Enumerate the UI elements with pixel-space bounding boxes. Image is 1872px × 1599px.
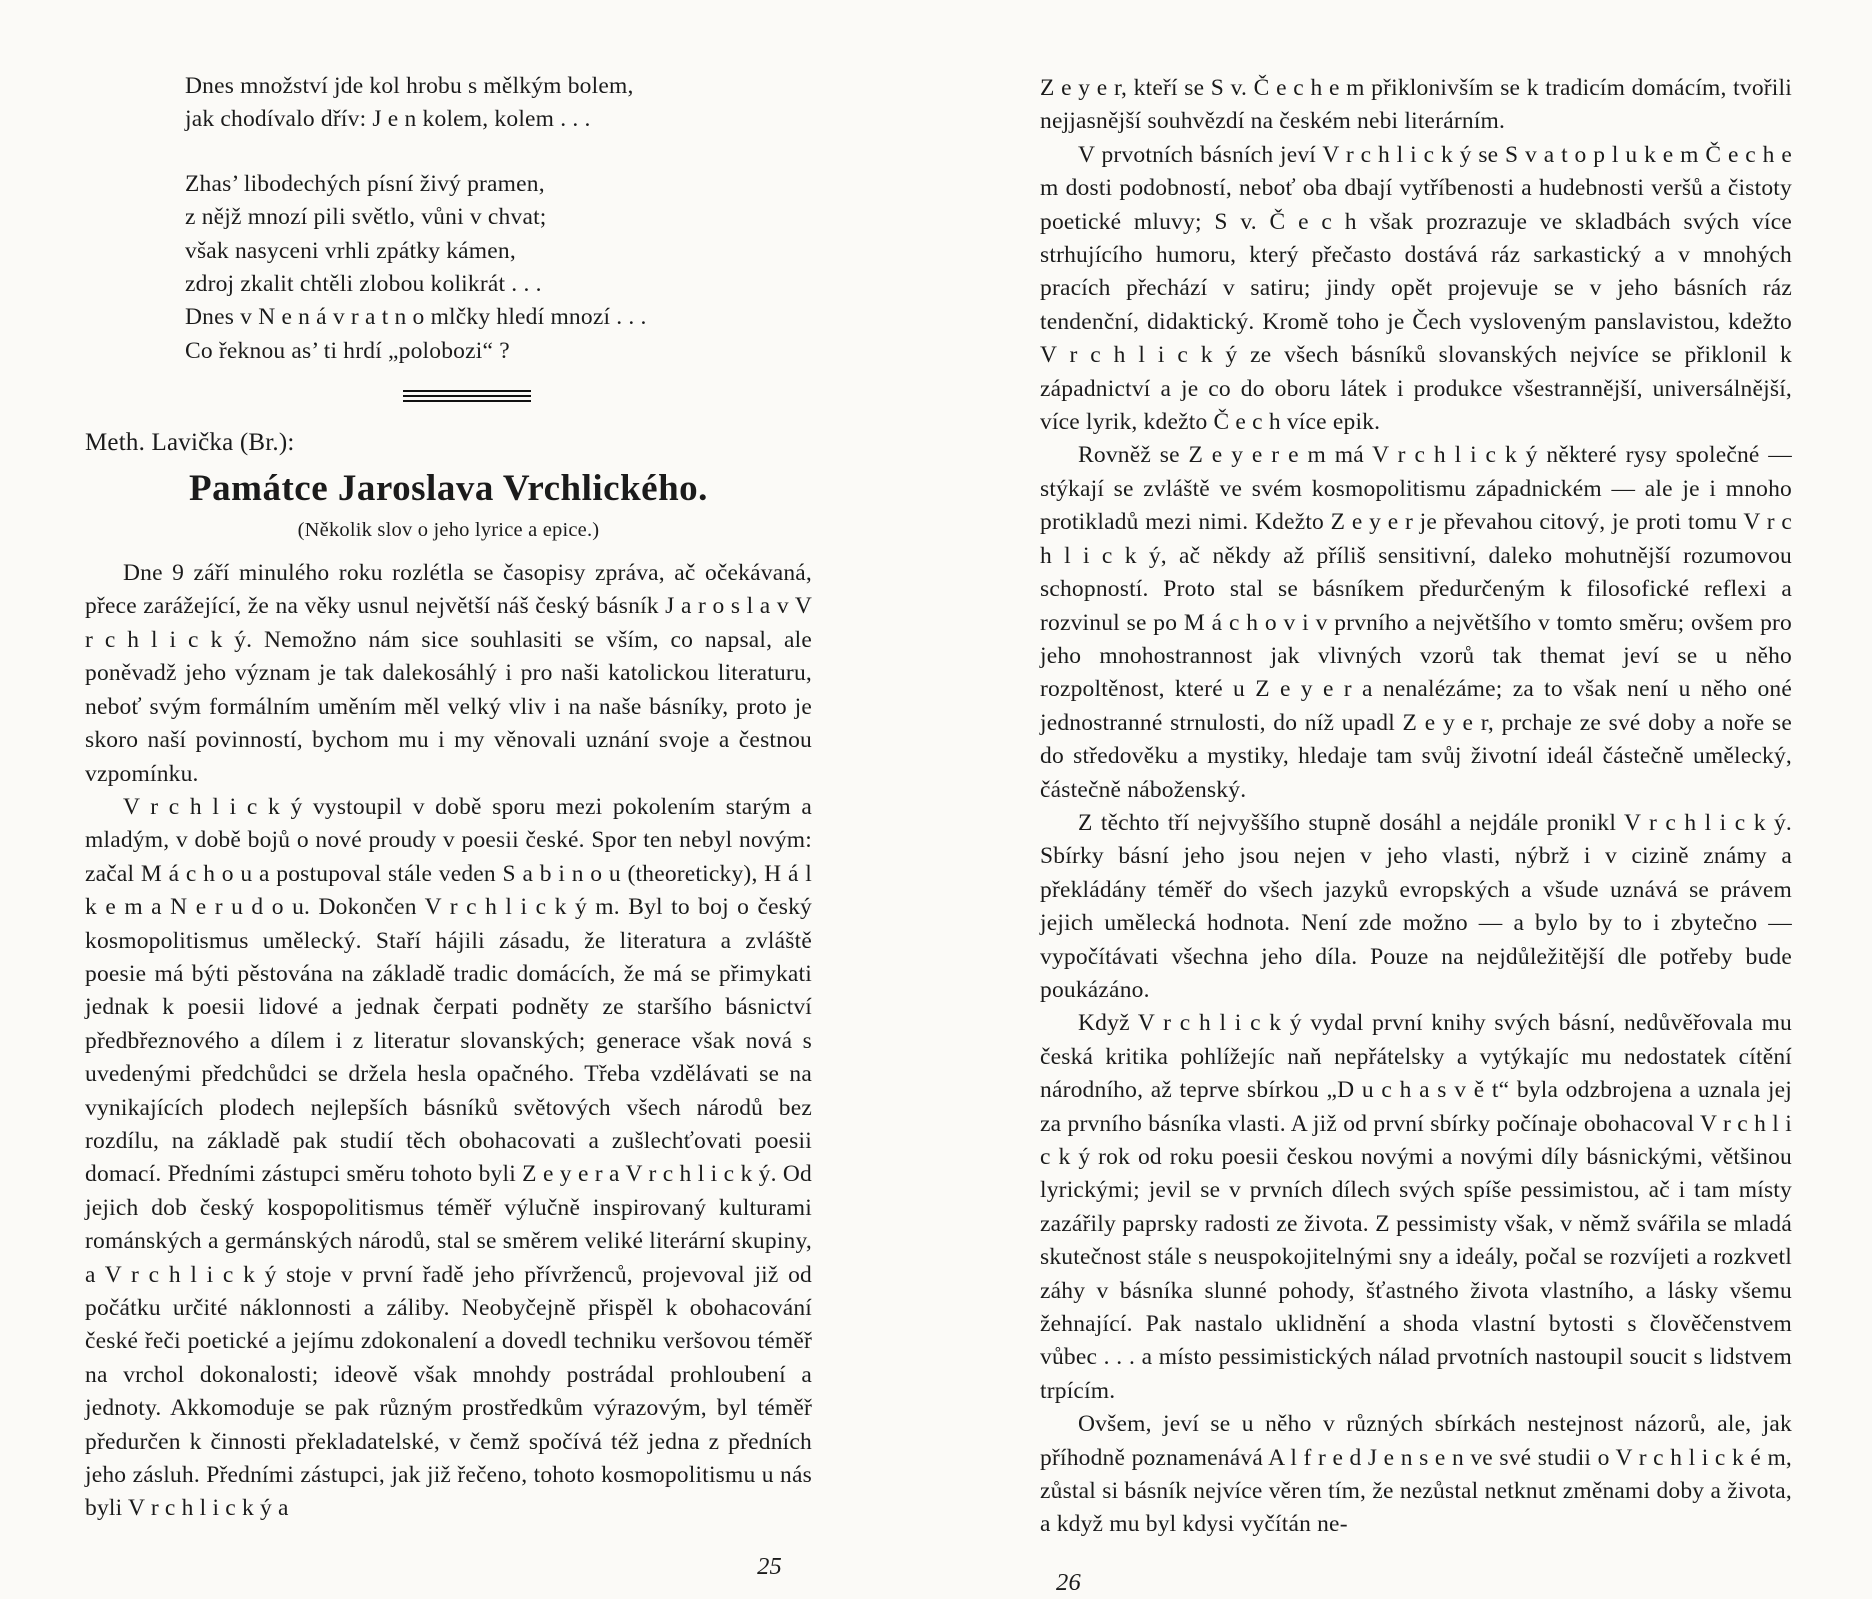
paragraph: V prvotních básních jeví V r c h l i c k ý se S v a t o p l u k e m Č e c h e m dosti podobností, neboť oba dbají vytříbenosti a hudebnosti veršů a čistoty poetické mluvy; S v. Č e c h však prozrazuje ve skladbách svých více strhujícího humoru, který přečasto dostává ráz sarkastický a v mnohých pracích přechází v satiru; jindy opět projevuje se v jeho básních ráz tendenční, didaktický. Kromě toho je Čech vysloveným panslavistou, kdežto V r c h l i c k ý ze všech básníků slovanských nejvíce se přiklonil k západnictví a je co do oboru látek i produkce všestrannější, universálnější, více lyrik, kdežto Č e c h více epik.: [1040, 141, 1792, 436]
poem-line: Co řeknou as’ ti hrdí „polobozi“ ?: [185, 337, 510, 364]
poem-line: z nějž mnozí pili světlo, vůni v chvat;: [185, 204, 547, 231]
paragraph: Dne 9 září minulého roku rozlétla se časopisy zpráva, ač očekávaná, přece zarážející, že na věky usnul největší náš český básník J a r o s l a v V r c h l i c k ý. Nemožno nám sice souhlasiti se vším, co napsal, ale poněvadž jeho význam je tak dalekosáhlý i pro naši katolickou literaturu, neboť svým formálním uměním měl velký vliv i na naše básníky, proto je skoro naší povinností, bychom mu i my věnovali uznání svoje a čestnou vzpomínku.: [85, 560, 812, 787]
divider-rule: [403, 400, 531, 402]
author-line: Meth. Lavička (Br.):: [85, 429, 295, 457]
poem-line: jak chodívalo dřív: J e n kolem, kolem . . .: [185, 106, 591, 133]
poem-line: Zhas’ libodechých písní živý pramen,: [185, 170, 545, 197]
paragraph: Když V r c h l i c k ý vydal první knihy svých básní, nedůvěřovala mu česká kritika pohlížejíc naň nepřátelsky a vytýkajíc mu nedostatek cítění národního, až teprve sbírkou „D u c h a s v ě t“ byla odzbrojena a uznala jej za prvního básníka vlasti. A již od první sbírky počínaje obohacoval V r c h l i c k ý rok od roku poesii českou novými a novými díly básnickými, většinou lyrickými; jevil se v prvních dílech svých spíše pessimistou, ač i tam místy zazářily paprsky radosti ze života. Z pessimisty však, v němž svářila se mladá skutečnost stále s neuspokojitelnými sny a ideály, počal se rozvíjeti a rozkvetl záhy v básníka slunné pohody, šťastného života vlastního, a lásky všemu žehnající. Pak nastalo uklidnění a shoda vlastní bytosti s člověčenstvem vůbec . . . a místo pessimistických nálad prvotních nastoupil soucit s lidstvem trpícím.: [1040, 1010, 1792, 1404]
paragraph: Z e y e r, kteří se S v. Č e c h e m přiklonivším se k tradicím domácím, tvořili nejjasnější souhvězdí na českém nebi literárním.: [1040, 75, 1792, 135]
paragraph: Rovněž se Z e y e r e m má V r c h l i c k ý některé rysy společné — stýkají se zvláště ve svém kosmopolitismu západnickém — ale je i mnoho protikladů mezi nimi. Kdežto Z e y e r je převahou citový, je proti tomu V r c h l i c k ý, ač někdy až příliš sensitivní, daleko mohutnější rozumovou schopností. Proto stal se básníkem předurčeným k filosofické reflexi a rozvinul se po M á c h o v i v prvního a největšího v tomto směru; ovšem pro jeho mnohostrannost jak vlivných vzorů tak themat jeví se u něho rozpoltěnost, které u Z e y e r a nenalézáme; za to však není u něho oné jednostranné strnulosti, do níž upadl Z e y e r, prchaje ze své doby a noře se do středověku a mystiky, hledaje tam svůj životní ideál částečně umělecký, částečně náboženský.: [1040, 442, 1792, 803]
left-page: [85, 70, 812, 1583]
paragraph: Z těchto tří nejvyššího stupně dosáhl a nejdále pronikl V r c h l i c k ý. Sbírky básní jeho jsou nejen v jeho vlasti, nýbrž i v cizině známy a překládány téměř do všech jazyků evropských a všude uznává se právem jejich umělecká hodnota. Není zde možno — a bylo by to i zbytečno — vypočítávati všechna jeho díla. Pouze na nejdůležitější dle potřeby bude poukázáno.: [1040, 809, 1792, 1003]
right-page: [1040, 72, 1792, 1599]
section-divider: [367, 390, 531, 402]
divider-rule: [403, 395, 531, 397]
page-number: 26: [1056, 1568, 1081, 1596]
article-subtitle: (Několik slov o jeho lyrice a epice.): [297, 518, 600, 541]
paragraph: Ovšem, jeví se u něho v různých sbírkách nestejnost názorů, ale, jak příhodně poznamenává A l f r e d J e n s e n ve své studii o V r c h l i c k é m, zůstal si básník nejvíce věren tím, že nezůstal netknut změnami doby a života, a když mu byl kdysi vyčítán ne-: [1040, 1411, 1792, 1538]
poem-block: [185, 70, 812, 368]
poem-line: zdroj zkalit chtěli zlobou kolikrát . . .: [185, 271, 542, 298]
page-number: 25: [757, 1552, 782, 1580]
poem-stanza-2: [185, 168, 812, 368]
poem-line: Dnes v N e n á v r a t n o mlčky hledí mnozí . . .: [185, 304, 647, 331]
paragraph: V r c h l i c k ý vystoupil v době sporu mezi pokolením starým a mladým, v době bojů o nové proudy v poesii české. Spor ten nebyl novým: začal M á c h o u a postupoval stále veden S a b i n o u (theoreticky), H á l k e m a N e r u d o u. Dokončen V r c h l i c k ý m. Byl to boj o český kosmopolitismus umělecký. Staří hájili zásadu, že literatura a zvláště poesie má býti pěstována na základě tradic domácích, že má se přimykati jednak k poesii lidové a jednak čerpati podněty ze staršího básnictví předbřeznového a dílem i z literatur slovanských; generace však nová s uvedenými předchůdci se držela hesla opačného. Třeba vzdělávati se na vynikajících plodech nejlepších básníků světových všech národů bez rozdílu, na základě pak studií těch obohacovati a zušlechťovati poesii domací. Předními zástupci směru tohoto byli Z e y e r a V r c h l i c k ý. Od jejich dob český kospopolitismus téměř výlučně inspirovaný kulturami románských a germánských národů, stal se směrem veliké literární skupiny, a V r c h l i c k ý stoje v první řadě jeho přívrženců, projevoval již od počátku určité náklonnosti a záliby. Neobyčejně přispěl k obohacování české řeči poetické a jejímu zdokonalení a dovedl techniku veršovou téměř na vrchol dokonalosti; ideově však mnohdy postrádal prohloubení a jednoty. Akkomoduje se pak různým prostředkům výrazovým, byl téměř předurčen k činnosti překladatelské, v čemž spočívá též jedna z předních jeho zásluh. Předními zástupci, jak již řečeno, tohoto kosmopolitismu u nás byli V r c h l i c k ý a: [85, 793, 812, 1522]
poem-line: však nasyceni vrhli zpátky kámen,: [185, 237, 516, 264]
poem-stanza-1: [185, 70, 812, 137]
poem-line: Dnes množství jde kol hrobu s mělkým bolem,: [185, 73, 634, 99]
article-title: Památce Jaroslava Vrchlického.: [189, 467, 708, 509]
divider-rule: [403, 390, 531, 392]
